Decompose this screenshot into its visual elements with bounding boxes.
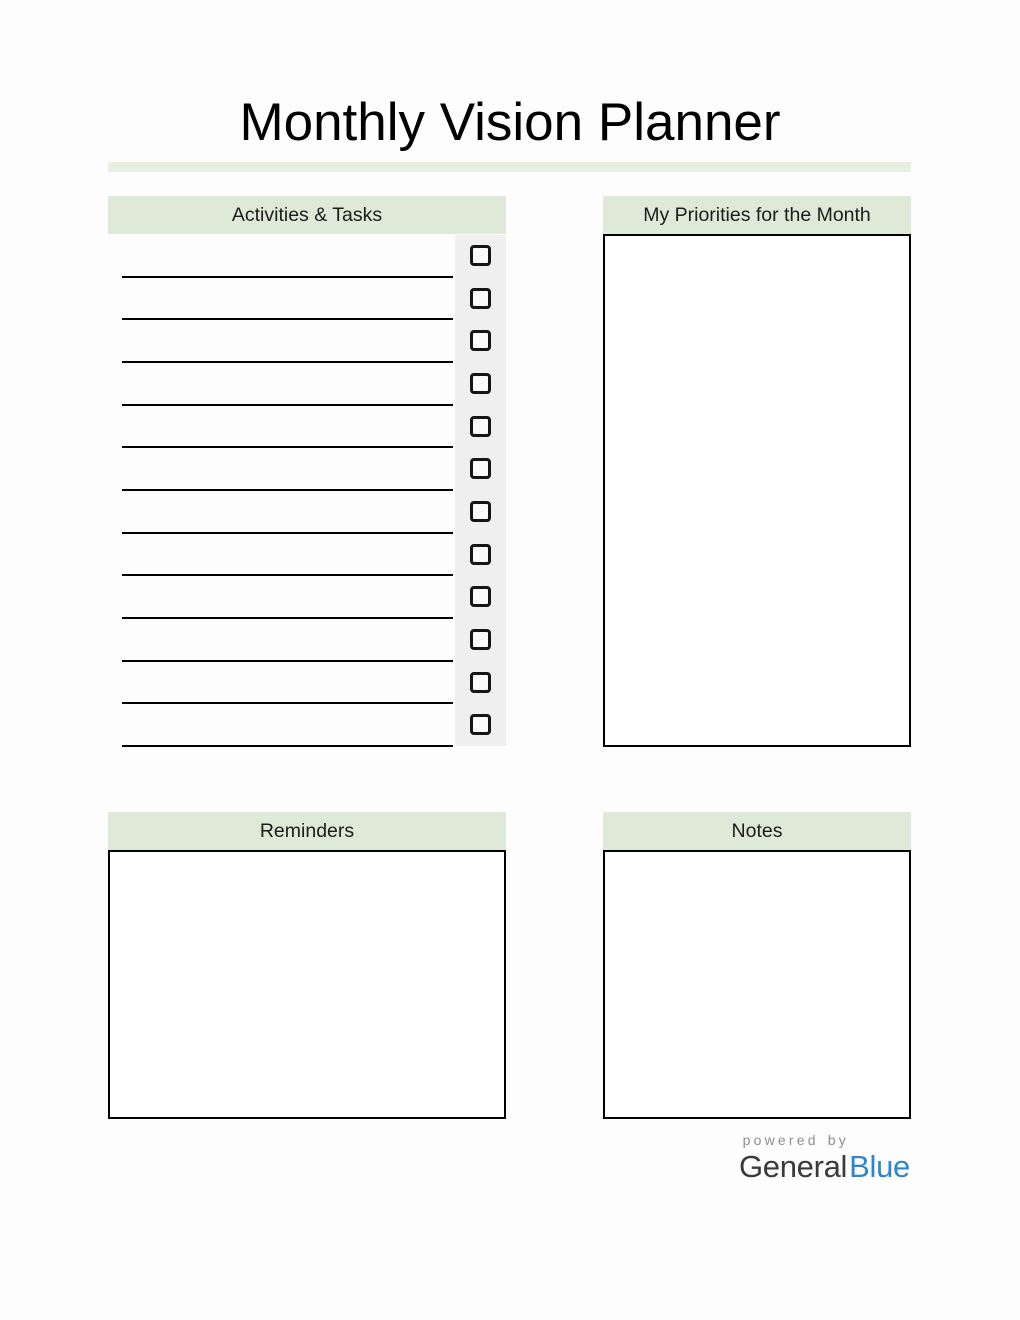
activities-header-label: Activities & Tasks (231, 203, 383, 226)
task-writing-line[interactable] (122, 745, 453, 747)
task-row (108, 661, 506, 704)
task-row (108, 234, 506, 277)
task-row (108, 319, 506, 362)
brand-footer (650, 1132, 910, 1184)
reminders-header-label: Reminders (259, 819, 355, 842)
priorities-header (603, 196, 911, 234)
task-row (108, 405, 506, 448)
task-checkbox[interactable] (470, 672, 491, 693)
task-row (108, 703, 506, 746)
task-checkbox[interactable] (470, 330, 491, 351)
task-checkbox[interactable] (470, 586, 491, 607)
reminders-box[interactable] (108, 850, 506, 1119)
task-row (108, 447, 506, 490)
task-checkbox[interactable] (470, 245, 491, 266)
task-row (108, 490, 506, 533)
task-row (108, 575, 506, 618)
priorities-header-label: My Priorities for the Month (643, 203, 871, 226)
powered-by-label: powered by (742, 1132, 849, 1148)
task-row (108, 277, 506, 320)
task-row (108, 533, 506, 576)
task-checkbox[interactable] (470, 544, 491, 565)
notes-header (603, 812, 911, 850)
task-checkbox[interactable] (470, 501, 491, 522)
task-checkbox[interactable] (470, 373, 491, 394)
activities-header (108, 196, 506, 234)
brand-blue-text: Blue (849, 1149, 910, 1184)
page-title: Monthly Vision Planner (239, 93, 781, 152)
brand-general-text: General (738, 1149, 848, 1184)
reminders-header (108, 812, 506, 850)
task-row (108, 362, 506, 405)
title-divider (108, 162, 911, 172)
priorities-box[interactable] (603, 234, 911, 747)
task-checkbox[interactable] (470, 416, 491, 437)
task-checkbox[interactable] (470, 714, 491, 735)
task-checkbox[interactable] (470, 288, 491, 309)
task-row (108, 618, 506, 661)
task-checkbox[interactable] (470, 458, 491, 479)
task-checkbox[interactable] (470, 629, 491, 650)
generalblue-logo (650, 1151, 910, 1184)
notes-header-label: Notes (731, 819, 783, 842)
activities-task-list (108, 234, 506, 746)
notes-box[interactable] (603, 850, 911, 1119)
